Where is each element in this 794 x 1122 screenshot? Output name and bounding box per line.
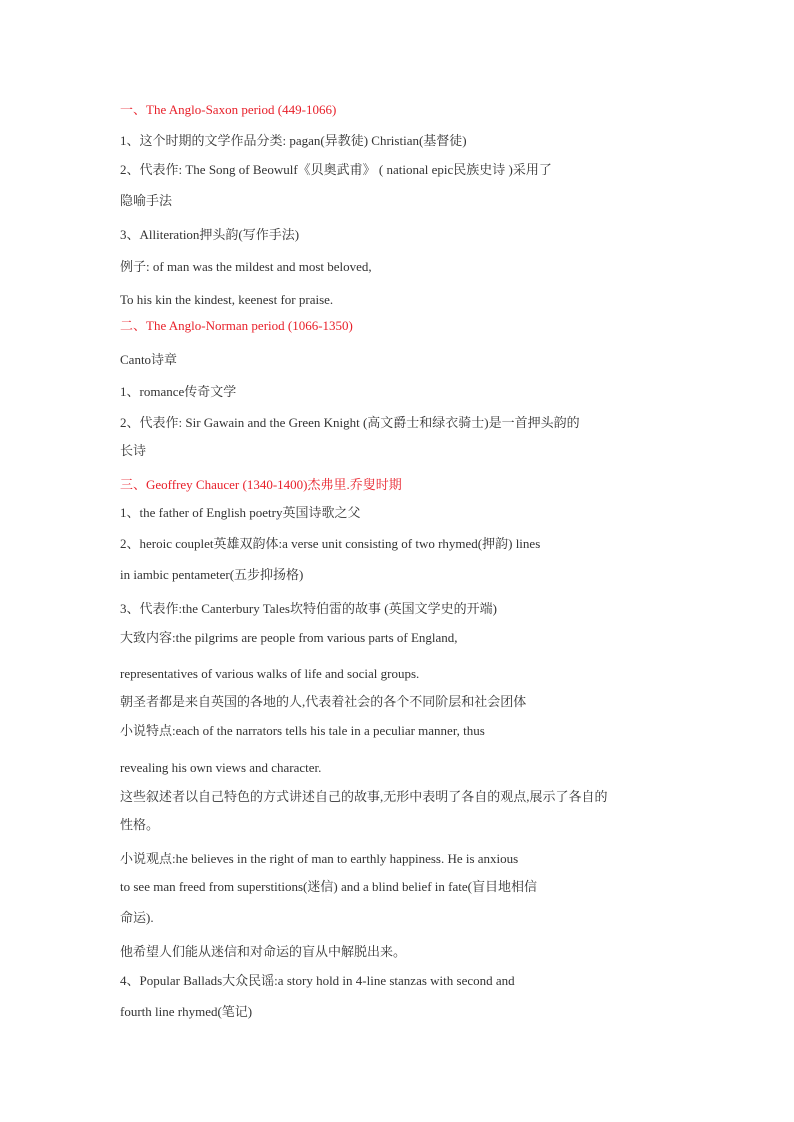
section-heading-anglo-saxon: 一、The Anglo-Saxon period (449-1066) xyxy=(120,102,337,117)
text-line: 小说观点:he believes in the right of man to earthly happiness. He is anxious xyxy=(120,851,519,866)
text-line: representatives of various walks of life and social groups. xyxy=(120,666,420,681)
text-line: 例子: of man was the mildest and most beloved, xyxy=(120,259,372,274)
text-line: To his kin the kindest, keenest for praise. xyxy=(120,292,334,307)
text-line: 2、代表作: Sir Gawain and the Green Knight (高文爵士和绿衣骑士)是一首押头韵的 xyxy=(120,415,580,430)
text-line: 4、Popular Ballads大众民谣:a story hold in 4-line stanzas with second and xyxy=(120,973,515,988)
text-line: Canto诗章 xyxy=(120,352,178,367)
text-line: 3、Alliteration押头韵(写作手法) xyxy=(120,227,300,242)
text-line: 命运). xyxy=(120,910,154,925)
text-line: in iambic pentameter(五步抑扬格) xyxy=(120,567,304,582)
text-line: to see man freed from superstitions(迷信) and a blind belief in fate(盲目地相信 xyxy=(120,879,537,894)
text-line: 大致内容:the pilgrims are people from various parts of England, xyxy=(120,630,458,645)
text-line: 小说特点:each of the narrators tells his tale in a peculiar manner, thus xyxy=(120,723,485,738)
text-line: 朝圣者都是来自英国的各地的人,代表着社会的各个不同阶层和社会团体 xyxy=(120,694,527,709)
text-line: fourth line rhymed(笔记) xyxy=(120,1004,253,1019)
text-line: 1、romance传奇文学 xyxy=(120,384,237,399)
text-line: 长诗 xyxy=(120,443,147,458)
text-line: 1、这个时期的文学作品分类: pagan(异教徒) Christian(基督徒) xyxy=(120,133,467,148)
text-line: 2、heroic couplet英雄双韵体:a verse unit consisting of two rhymed(押韵) lines xyxy=(120,536,541,551)
text-line: revealing his own views and character. xyxy=(120,760,322,775)
section-heading-anglo-norman: 二、The Anglo-Norman period (1066-1350) xyxy=(120,318,353,333)
text-line: 1、the father of English poetry英国诗歌之父 xyxy=(120,505,361,520)
text-line: 他希望人们能从迷信和对命运的盲从中解脱出来。 xyxy=(120,944,407,959)
text-line: 隐喻手法 xyxy=(120,193,173,208)
text-line: 3、代表作:the Canterbury Tales坎特伯雷的故事 (英国文学史的开端) xyxy=(120,601,497,616)
section-heading-chaucer: 三、Geoffrey Chaucer (1340-1400)杰弗里.乔叟时期 xyxy=(120,477,402,492)
text-line: 这些叙述者以自己特色的方式讲述自己的故事,无形中表明了各自的观点,展示了各自的 xyxy=(120,789,608,804)
text-line: 2、代表作: The Song of Beowulf《贝奥武甫》 ( national epic民族史诗 )采用了 xyxy=(120,162,552,177)
text-line: 性格。 xyxy=(120,817,160,832)
